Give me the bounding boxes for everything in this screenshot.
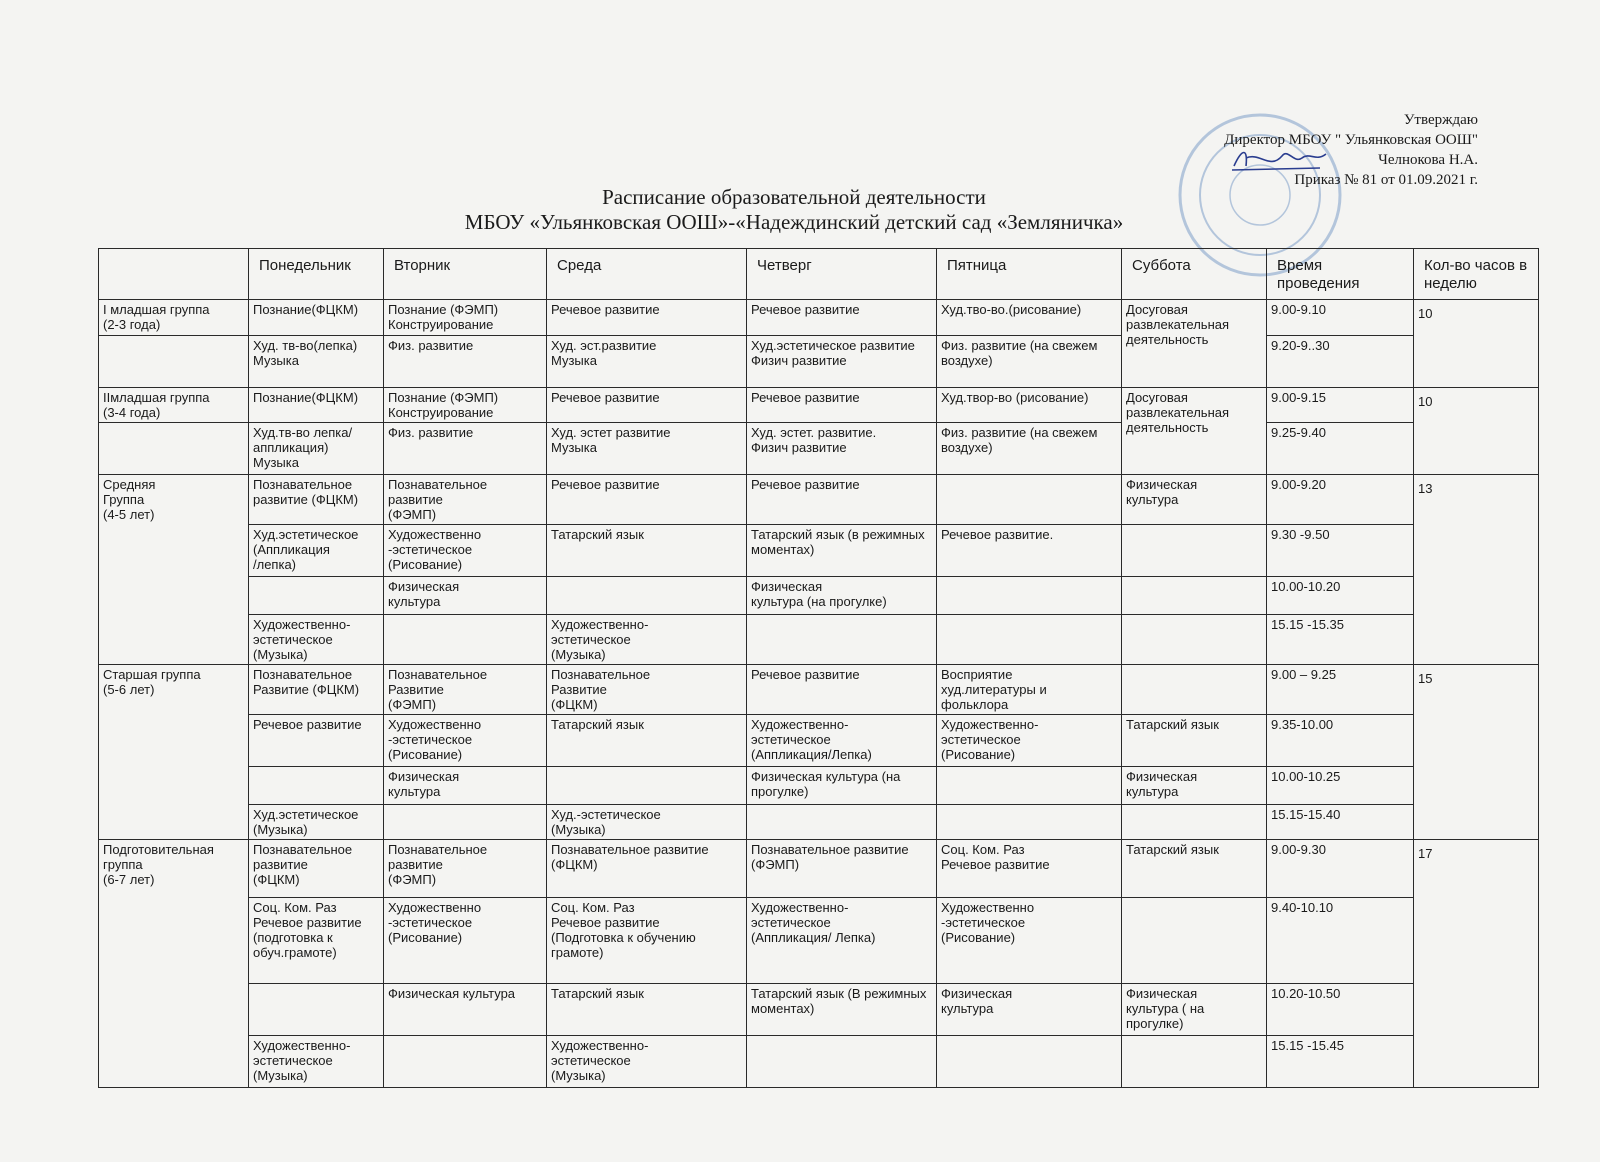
schedule-cell: Соц. Ком. Раз Речевое развитие (подготовка к обуч.грамоте)	[249, 898, 384, 984]
schedule-cell: Речевое развитие	[747, 665, 937, 715]
schedule-cell: Познавательное Развитие (ФЭМП)	[384, 665, 547, 715]
schedule-cell: Татарский язык (в режимных моментах)	[747, 525, 937, 577]
schedule-cell: Познавательное Развитие (ФЦКМ)	[249, 665, 384, 715]
schedule-cell: Познавательное Развитие (ФЦКМ)	[547, 665, 747, 715]
schedule-cell: Физическая культура ( на прогулке)	[1122, 984, 1267, 1036]
schedule-cell	[384, 615, 547, 665]
schedule-cell: Соц. Ком. Раз Речевое развитие (Подготовка к обучению грамоте)	[547, 898, 747, 984]
schedule-cell: Речевое развитие	[747, 475, 937, 525]
schedule-cell	[1122, 577, 1267, 615]
table-row	[99, 615, 1539, 665]
schedule-cell: Досуговая развлекательная деятельность	[1122, 388, 1267, 475]
schedule-cell: Физ. развитие	[384, 423, 547, 475]
column-header: Четверг	[747, 249, 937, 300]
schedule-cell: 9.00-9.10	[1267, 300, 1414, 336]
schedule-cell	[547, 767, 747, 805]
schedule-cell: Познание (ФЭМП) Конструирование	[384, 300, 547, 336]
table-row	[99, 388, 1539, 423]
schedule-cell: Речевое развитие	[747, 388, 937, 423]
group-name-cell: Старшая группа (5-6 лет)	[99, 665, 249, 840]
schedule-cell	[1122, 615, 1267, 665]
weekly-hours-cell: 10	[1414, 388, 1539, 475]
schedule-cell: 9.00-9.30	[1267, 840, 1414, 898]
schedule-cell: Татарский язык	[547, 984, 747, 1036]
schedule-cell	[384, 1036, 547, 1088]
schedule-cell: Познание (ФЭМП) Конструирование	[384, 388, 547, 423]
schedule-cell: Физическая культура	[937, 984, 1122, 1036]
schedule-cell	[249, 767, 384, 805]
schedule-cell	[747, 1036, 937, 1088]
column-header: Время проведения	[1267, 249, 1414, 300]
schedule-table	[98, 248, 1539, 1088]
approval-block	[1148, 110, 1478, 190]
schedule-cell: Художественно -эстетическое (Рисование)	[384, 898, 547, 984]
schedule-cell: Познавательное развитие (ФЭМП)	[747, 840, 937, 898]
schedule-cell: Физ. развитие	[384, 336, 547, 388]
schedule-cell: 10.00-10.25	[1267, 767, 1414, 805]
table-row	[99, 665, 1539, 715]
schedule-cell	[249, 984, 384, 1036]
column-header: Кол-во часов в неделю	[1414, 249, 1539, 300]
title-line-1: Расписание образовательной деятельности	[602, 185, 986, 209]
schedule-cell: 9.20-9..30	[1267, 336, 1414, 388]
schedule-cell: 15.15 -15.35	[1267, 615, 1414, 665]
weekly-hours-cell: 15	[1414, 665, 1539, 840]
schedule-cell: Познавательное развитие (ФЦКМ)	[249, 475, 384, 525]
schedule-cell: Татарский язык (В режимных моментах)	[747, 984, 937, 1036]
group-name-cell: I младшая группа (2-3 года)	[99, 300, 249, 336]
schedule-cell: Худ.эстетическое (Аппликация /лепка)	[249, 525, 384, 577]
schedule-cell	[937, 805, 1122, 840]
schedule-cell: Художественно- эстетическое (Рисование)	[937, 715, 1122, 767]
schedule-cell: 9.00 – 9.25	[1267, 665, 1414, 715]
schedule-cell: Познавательное развитие (ФЭМП)	[384, 840, 547, 898]
schedule-cell: Худ.твор-во (рисование)	[937, 388, 1122, 423]
schedule-cell	[937, 475, 1122, 525]
schedule-cell: 9.00-9.15	[1267, 388, 1414, 423]
schedule-cell: Худ. эстет. развитие. Физич развитие	[747, 423, 937, 475]
schedule-cell	[547, 577, 747, 615]
handwritten-signature	[1230, 144, 1330, 174]
schedule-cell: Физическая культура (на прогулке)	[747, 577, 937, 615]
schedule-cell	[747, 805, 937, 840]
column-header: Пятница	[937, 249, 1122, 300]
schedule-cell: 15.15-15.40	[1267, 805, 1414, 840]
group-name-cell	[99, 423, 249, 475]
schedule-cell	[384, 805, 547, 840]
group-name-cell: IIмладшая группа (3-4 года)	[99, 388, 249, 423]
schedule-cell: Худ.-эстетическое (Музыка)	[547, 805, 747, 840]
group-name-cell	[99, 336, 249, 388]
schedule-cell: Худ. тв-во(лепка) Музыка	[249, 336, 384, 388]
schedule-cell: Татарский язык	[1122, 840, 1267, 898]
schedule-cell: Художественно- эстетическое (Музыка)	[547, 1036, 747, 1088]
table-row	[99, 767, 1539, 805]
schedule-cell: Физическая культура	[384, 767, 547, 805]
approval-line-2: Директор МБОУ " Ульянковская ООШ"	[1224, 132, 1478, 148]
schedule-cell: 9.35-10.00	[1267, 715, 1414, 767]
schedule-cell: 15.15 -15.45	[1267, 1036, 1414, 1088]
schedule-cell: 10.20-10.50	[1267, 984, 1414, 1036]
column-header: Среда	[547, 249, 747, 300]
schedule-cell: Худ.эстетическое (Музыка)	[249, 805, 384, 840]
schedule-cell: Художественно -эстетическое (Рисование)	[384, 525, 547, 577]
weekly-hours-cell: 17	[1414, 840, 1539, 1088]
table-row	[99, 525, 1539, 577]
table-row	[99, 423, 1539, 475]
schedule-cell: Речевое развитие	[547, 388, 747, 423]
schedule-cell	[1122, 1036, 1267, 1088]
schedule-cell	[249, 577, 384, 615]
schedule-cell: Познавательное развитие (ФЦКМ)	[547, 840, 747, 898]
schedule-cell: Татарский язык	[547, 715, 747, 767]
schedule-cell	[937, 615, 1122, 665]
schedule-cell: Физическая культура	[384, 984, 547, 1036]
schedule-cell: Татарский язык	[547, 525, 747, 577]
schedule-cell: 9.25-9.40	[1267, 423, 1414, 475]
schedule-cell: Речевое развитие	[747, 300, 937, 336]
schedule-cell: Физическая культура (на прогулке)	[747, 767, 937, 805]
schedule-cell: Познание(ФЦКМ)	[249, 388, 384, 423]
schedule-cell: Художественно- эстетическое (Аппликация/ Лепка)	[747, 898, 937, 984]
table-row	[99, 840, 1539, 898]
title-line-2: МБОУ «Ульянковская ООШ»-«Надеждинский детский сад «Земляничка»	[464, 210, 1124, 234]
schedule-cell	[937, 1036, 1122, 1088]
table-row	[99, 475, 1539, 525]
table-row	[99, 577, 1539, 615]
schedule-cell: Художественно -эстетическое (Рисование)	[937, 898, 1122, 984]
schedule-cell: 9.40-10.10	[1267, 898, 1414, 984]
document-title	[0, 185, 1600, 235]
schedule-cell: Физ. развитие (на свежем воздухе)	[937, 336, 1122, 388]
column-header: Понедельник	[249, 249, 384, 300]
schedule-cell: Художественно- эстетическое (Музыка)	[249, 615, 384, 665]
schedule-cell	[1122, 898, 1267, 984]
approval-signature-line	[1148, 150, 1478, 170]
schedule-cell: Познание(ФЦКМ)	[249, 300, 384, 336]
schedule-cell: Художественно -эстетическое (Рисование)	[384, 715, 547, 767]
schedule-cell	[1122, 665, 1267, 715]
schedule-cell	[1122, 525, 1267, 577]
table-row	[99, 715, 1539, 767]
schedule-cell	[937, 767, 1122, 805]
schedule-cell: Худ. эстет развитие Музыка	[547, 423, 747, 475]
schedule-cell: 9.30 -9.50	[1267, 525, 1414, 577]
schedule-cell	[747, 615, 937, 665]
table-row	[99, 898, 1539, 984]
schedule-cell	[1122, 805, 1267, 840]
column-header: Вторник	[384, 249, 547, 300]
schedule-cell: Художественно- эстетическое (Аппликация/Лепка)	[747, 715, 937, 767]
schedule-cell: Познавательное развитие (ФЭМП)	[384, 475, 547, 525]
schedule-cell: Худ.эстетическое развитие Физич развитие	[747, 336, 937, 388]
schedule-cell: Физическая культура	[384, 577, 547, 615]
schedule-body	[99, 300, 1539, 1088]
approval-line-1: Утверждаю	[1403, 112, 1478, 128]
schedule-cell: Татарский язык	[1122, 715, 1267, 767]
weekly-hours-cell: 13	[1414, 475, 1539, 665]
schedule-cell: Познавательное развитие (ФЦКМ)	[249, 840, 384, 898]
schedule-cell: Речевое развитие	[547, 475, 747, 525]
schedule-cell: 10.00-10.20	[1267, 577, 1414, 615]
schedule-cell: Физическая культура	[1122, 767, 1267, 805]
table-row	[99, 300, 1539, 336]
schedule-cell: 9.00-9.20	[1267, 475, 1414, 525]
schedule-cell: Физ. развитие (на свежем воздухе)	[937, 423, 1122, 475]
table-row	[99, 805, 1539, 840]
column-header	[99, 249, 249, 300]
group-name-cell: Подготовительная группа (6-7 лет)	[99, 840, 249, 1088]
schedule-cell: Досуговая развлекательная деятельность	[1122, 300, 1267, 388]
weekly-hours-cell: 10	[1414, 300, 1539, 388]
schedule-cell: Худ. эст.развитие Музыка	[547, 336, 747, 388]
schedule-cell: Соц. Ком. Раз Речевое развитие	[937, 840, 1122, 898]
approval-line-4: Приказ № 81 от 01.09.2021 г.	[1294, 172, 1478, 188]
schedule-cell: Художественно- эстетическое (Музыка)	[249, 1036, 384, 1088]
column-header: Суббота	[1122, 249, 1267, 300]
schedule-cell: Речевое развитие.	[937, 525, 1122, 577]
schedule-cell: Художественно- эстетическое (Музыка)	[547, 615, 747, 665]
group-name-cell: Средняя Группа (4-5 лет)	[99, 475, 249, 665]
schedule-cell: Худ.тв-во лепка/ аппликация) Музыка	[249, 423, 384, 475]
director-name: Челнокова Н.А.	[1378, 152, 1478, 168]
schedule-cell: Худ.тво-во.(рисование)	[937, 300, 1122, 336]
schedule-cell: Речевое развитие	[547, 300, 747, 336]
table-row	[99, 984, 1539, 1036]
schedule-cell: Физическая культура	[1122, 475, 1267, 525]
schedule-cell: Речевое развитие	[249, 715, 384, 767]
table-row	[99, 336, 1539, 388]
schedule-cell: Восприятие худ.литературы и фольклора	[937, 665, 1122, 715]
header-row	[99, 249, 1539, 300]
schedule-cell	[937, 577, 1122, 615]
table-row	[99, 1036, 1539, 1088]
